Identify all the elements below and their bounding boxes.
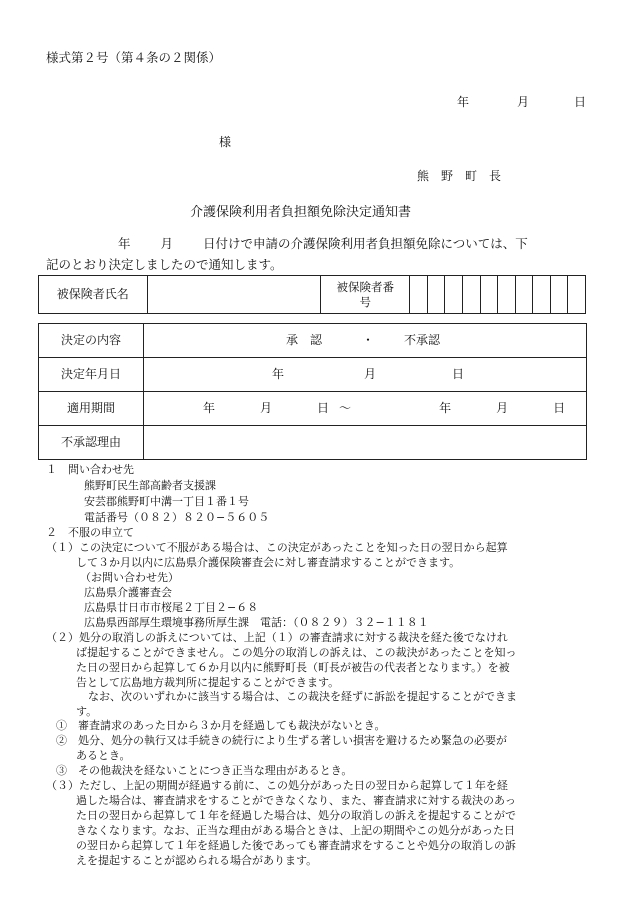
decision-content-cell bbox=[144, 324, 587, 358]
note-line: 広島県廿日市市桜尾２丁目２−６８ bbox=[84, 601, 259, 614]
date-year-label: 年 bbox=[457, 95, 470, 109]
insured-name-label: 被保険者氏名 bbox=[39, 276, 148, 314]
note-line: ② 処分、処分の執行又は手続きの続行により生ずる著しい損害を避けるため緊急の必要が bbox=[56, 734, 507, 747]
note-line: 告として広島地方裁判所に提起することができます。 bbox=[76, 676, 340, 689]
note-line: 広島県西部厚生環境事務所厚生課 電話：（０８２９）３２−１１８１ bbox=[84, 616, 429, 629]
note-line: あるとき。 bbox=[76, 749, 131, 762]
disapproval-reason-field[interactable] bbox=[144, 426, 587, 460]
note-line: の翌日から起算して１年を経過した後であっても審査請求をすることや処分の取消しの訴 bbox=[76, 839, 516, 852]
note-line: 安芸郡熊野町中溝一丁目１番１号 bbox=[84, 495, 249, 508]
note-line: ば提起することができません。この処分の取消しの訴えは、この裁決があったことを知っ bbox=[76, 646, 517, 659]
disapproval-reason-label: 不承認理由 bbox=[39, 426, 144, 460]
period-from-year: 年 bbox=[203, 401, 216, 415]
document-title: 介護保険利用者負担額免除決定通知書 bbox=[190, 205, 412, 220]
period-from-month: 月 bbox=[260, 401, 273, 415]
insured-number-digit[interactable] bbox=[445, 276, 463, 314]
note-line: 広島県介護審査会 bbox=[84, 586, 172, 599]
note-line: １ 問い合わせ先 bbox=[46, 463, 134, 476]
option-separator: ・ bbox=[362, 333, 375, 347]
insured-number-digit[interactable] bbox=[550, 276, 568, 314]
period-to-year: 年 bbox=[439, 401, 452, 415]
form-number: 様式第２号（第４条の２関係） bbox=[46, 50, 222, 65]
note-line: （２）処分の取消しの訴えについては、上記（１）の審査請求に対する裁決を経た後でなけれ bbox=[46, 631, 508, 644]
note-line: えを提起することが認められる場合があります。 bbox=[76, 854, 318, 867]
note-line: ① 審査請求のあった日から３か月を経過しても裁決がないとき。 bbox=[56, 719, 386, 732]
decision-content-label: 決定の内容 bbox=[39, 324, 144, 358]
decision-year: 年 bbox=[272, 367, 285, 381]
note-line: して３か月以内に広島県介護保険審査会に対し審査請求することができます。 bbox=[76, 556, 461, 569]
note-line: た日の翌日から起算して１年を経過した場合は、処分の取消しの訴えを提起することがで bbox=[76, 809, 516, 822]
note-line: きなくなります。なお、正当な理由がある場合ときは、上記の期間やこの処分があった日 bbox=[76, 824, 516, 837]
insured-number-digit[interactable] bbox=[568, 276, 586, 314]
note-line: 熊野町民生部高齢者支援課 bbox=[84, 479, 216, 492]
note-line: （お問い合わせ先） bbox=[80, 571, 179, 584]
note-line: 電話番号（０８２）８２０−５６０５ bbox=[84, 511, 270, 524]
insured-number-digit[interactable] bbox=[462, 276, 480, 314]
insured-number-digit[interactable] bbox=[410, 276, 428, 314]
note-line: た日の翌日から起算して６か月以内に熊野町長（町長が被告の代表者となります。）を被 bbox=[76, 661, 510, 674]
note-line: ③ その他裁決を経ないことにつき正当な理由があるとき。 bbox=[56, 764, 353, 777]
issuer: 熊 野 町 長 bbox=[417, 169, 502, 183]
date-month-label: 月 bbox=[517, 95, 530, 109]
approve-option[interactable]: 承 認 bbox=[286, 333, 323, 347]
insured-info-table bbox=[38, 275, 586, 314]
period-cell[interactable] bbox=[144, 392, 587, 426]
decision-table bbox=[38, 323, 587, 460]
note-line: す。 bbox=[76, 705, 98, 718]
insured-number-label-1: 被保険者番 bbox=[336, 280, 394, 295]
decision-date-label: 決定年月日 bbox=[39, 358, 144, 392]
insured-number-digit[interactable] bbox=[427, 276, 445, 314]
period-to-day: 日 bbox=[553, 401, 566, 415]
period-label: 適用期間 bbox=[39, 392, 144, 426]
note-line: （３）ただし、上記の期間が経過する前に、この処分があった日の翌日から起算して１年を経 bbox=[46, 779, 508, 792]
date-day-label: 日 bbox=[574, 95, 587, 109]
insured-name-field[interactable] bbox=[147, 276, 321, 314]
intro-text-1: 日付けで申請の介護保険利用者負担額免除については、下 bbox=[203, 236, 528, 251]
note-line: （１）この決定について不服がある場合は、この決定があったことを知った日の翌日から起算 bbox=[46, 541, 508, 554]
disapprove-option[interactable]: 不承認 bbox=[404, 333, 441, 347]
intro-month: 月 bbox=[160, 236, 174, 251]
decision-date-cell[interactable] bbox=[144, 358, 587, 392]
insured-number-digit[interactable] bbox=[533, 276, 551, 314]
insured-number-label-2: 号 bbox=[359, 294, 371, 309]
note-line: 過した場合は、審査請求をすることができなくなり、また、審査請求に対する裁決のあっ bbox=[76, 794, 516, 807]
insured-number-label bbox=[321, 276, 410, 314]
note-line: なお、次のいずれかに該当する場合は、この裁決を経ずに訴訟を提起することができま bbox=[88, 690, 517, 703]
intro-year: 年 bbox=[118, 236, 131, 251]
note-line: ２ 不服の申立て bbox=[46, 526, 134, 539]
addressee-suffix: 様 bbox=[219, 135, 232, 149]
decision-day: 日 bbox=[452, 367, 465, 381]
period-from-day: 日 bbox=[317, 401, 330, 415]
intro-line-1 bbox=[46, 238, 528, 251]
insured-number-digit[interactable] bbox=[498, 276, 516, 314]
period-tilde: 〜 bbox=[339, 401, 352, 415]
intro-line-2: 記のとおり決定しましたので通知します。 bbox=[46, 257, 283, 272]
insured-number-digit[interactable] bbox=[480, 276, 498, 314]
decision-month: 月 bbox=[364, 367, 377, 381]
period-to-month: 月 bbox=[496, 401, 509, 415]
insured-number-digit[interactable] bbox=[515, 276, 533, 314]
